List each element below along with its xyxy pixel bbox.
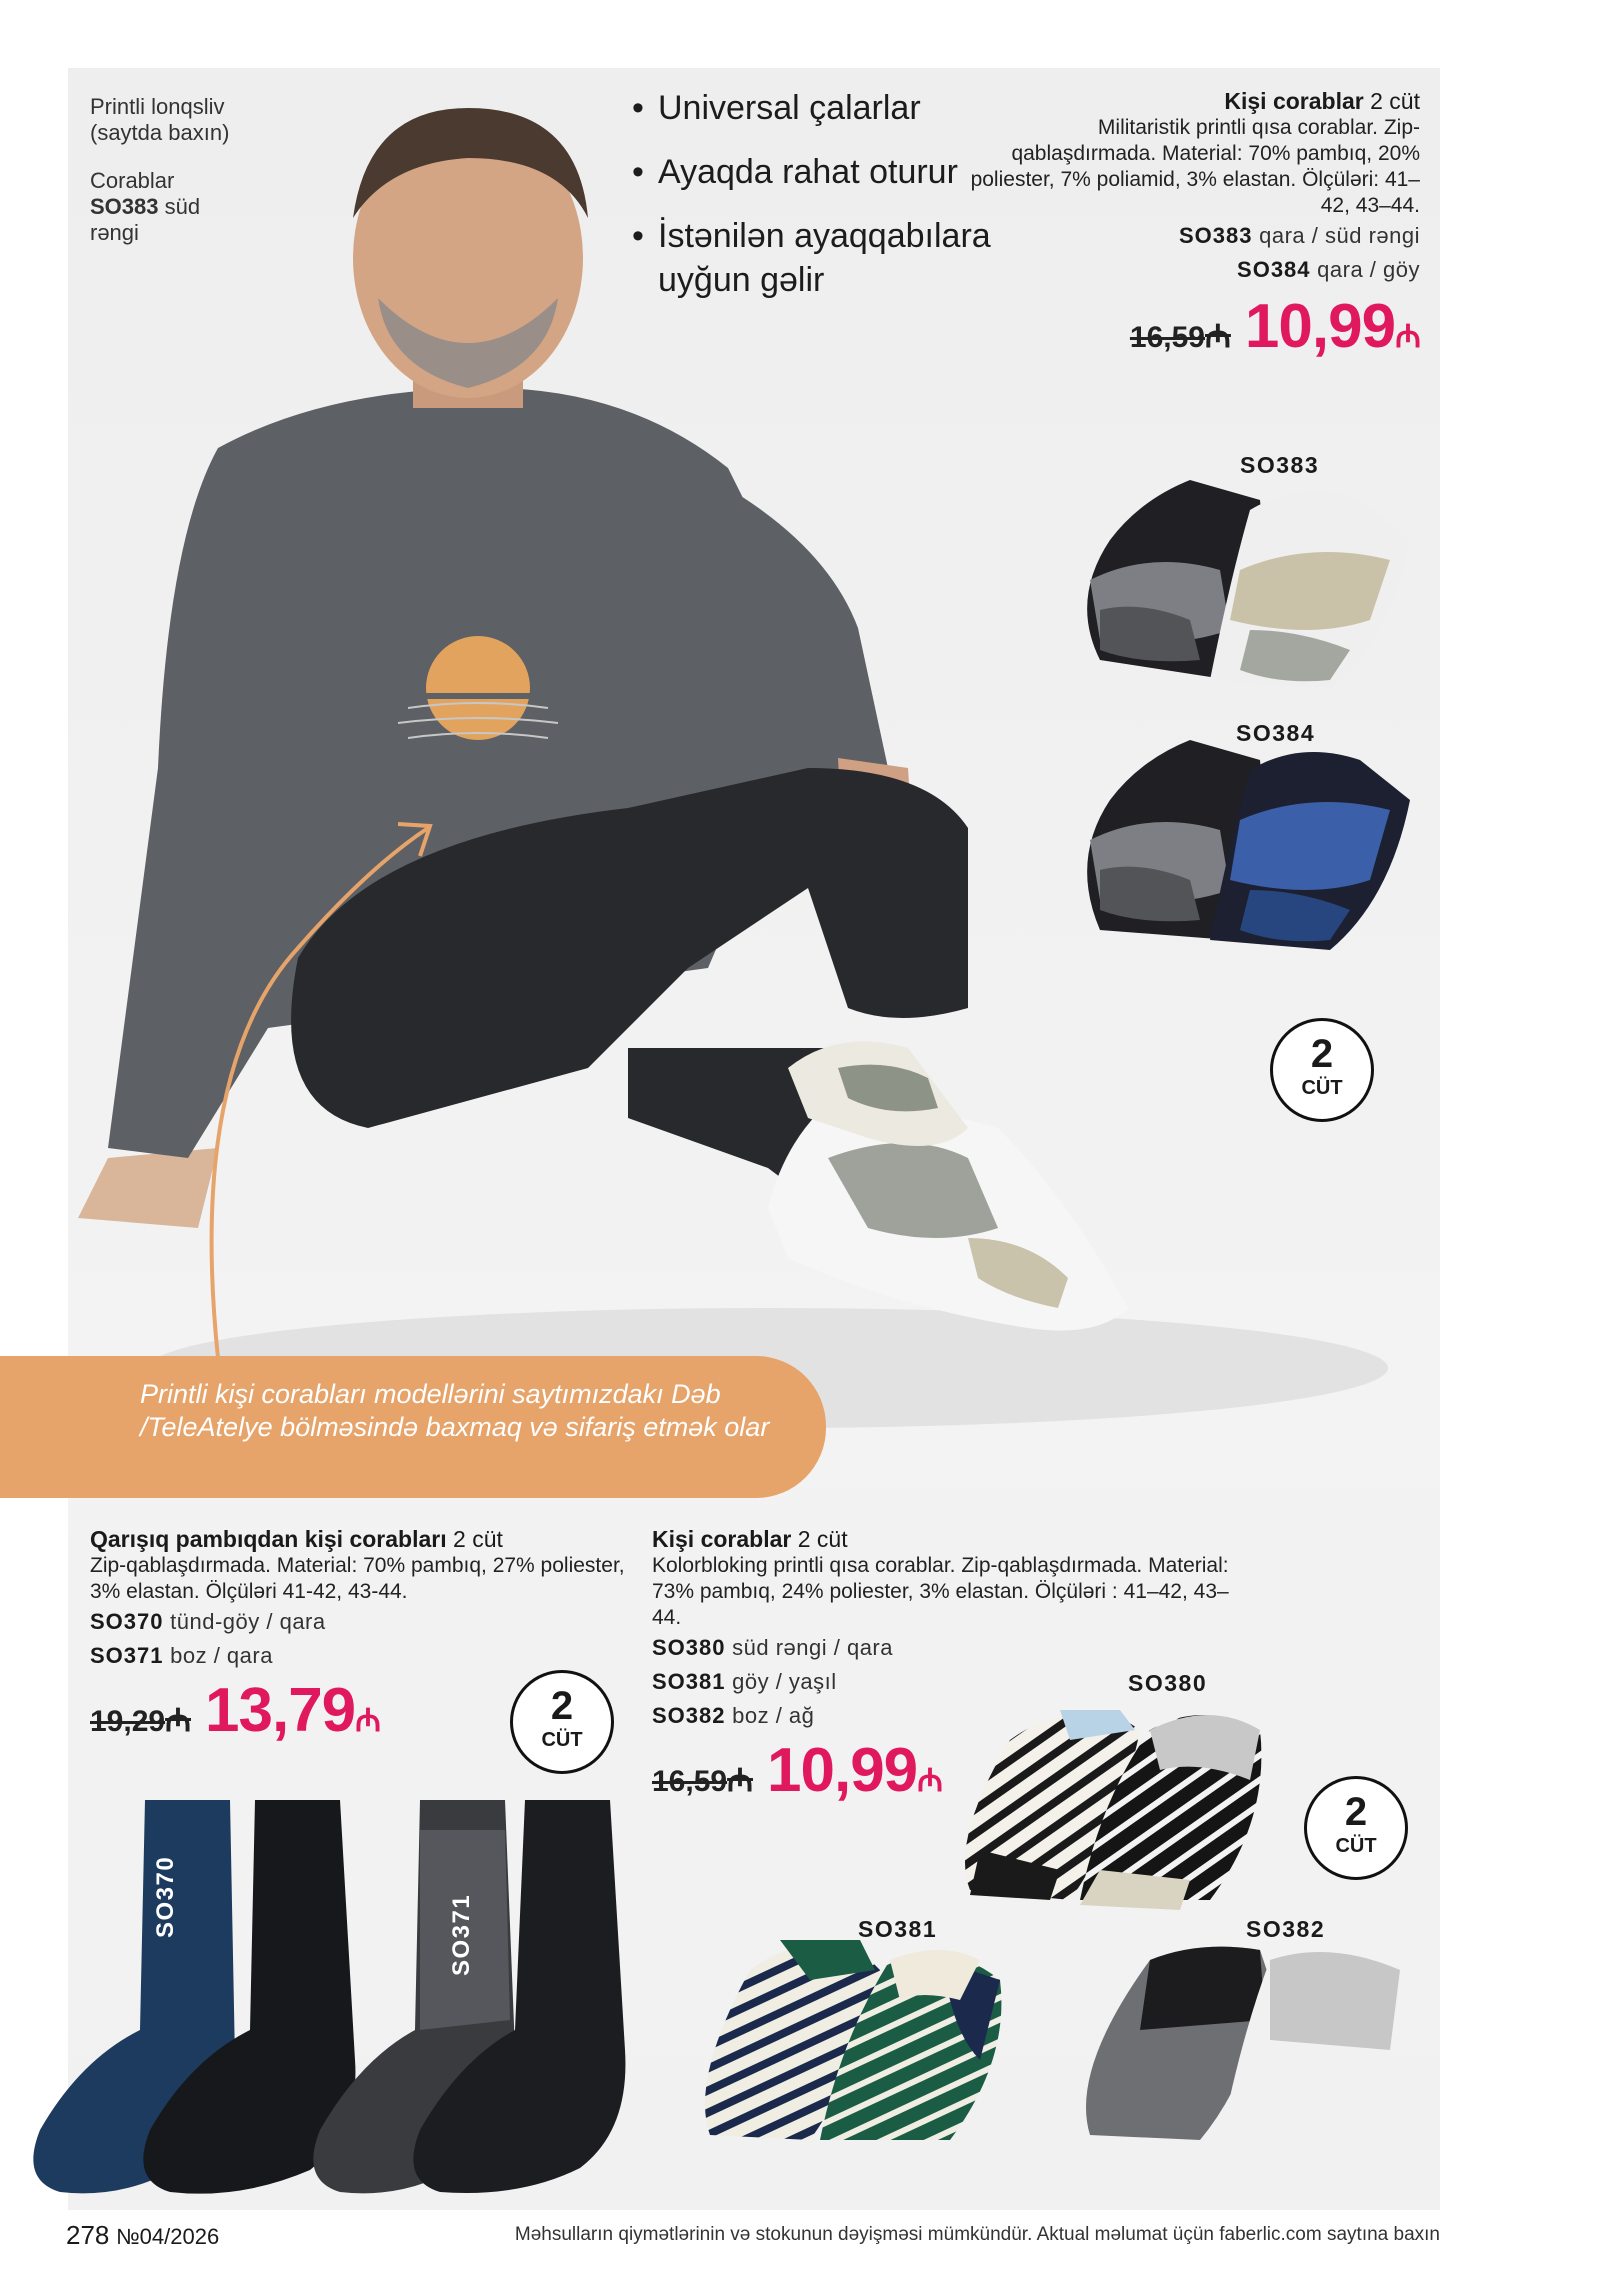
product-description: Kolorbloking printli qısa corablar. Zip-qablaşdırmada. Material: 73% pambıq, 24% poliester, 3% elastan. Ölçüləri : 41–42, 43–44. — [652, 1554, 1229, 1629]
bullet-item: • Ayaqda rahat oturur — [632, 150, 1032, 194]
two-pair-badge: 2 CÜT — [510, 1670, 614, 1774]
footer-disclaimer: Məhsulların qiymətlərinin və stokunun dəyişməsi mümkündür. Aktual məlumat üçün faberlic.com saytına baxın — [514, 2224, 1440, 2245]
sock-image-so380 — [950, 1700, 1290, 1920]
sock-image-so384 — [1070, 740, 1420, 970]
sock-label-so383: SO383 — [1240, 452, 1320, 478]
price-row — [960, 291, 1420, 362]
promo-banner-text: Printli kişi corabları modellərini saytımızdakı Dəb /TeleAtelye bölməsində baxmaq və sifariş etmək olar — [140, 1379, 770, 1442]
sock-label-so380: SO380 — [1128, 1670, 1208, 1696]
old-price: 19,29₼ — [90, 1702, 191, 1738]
product-title: Kişi corablar 2 cüt — [1224, 88, 1420, 114]
product-code-row: SO371 boz / qara — [90, 1643, 273, 1668]
socks-note: Corablar SO383 süd rəngi — [90, 168, 201, 245]
product-code-row: SO383 qara / süd rəngi — [1179, 223, 1420, 248]
product-code-row: SO384 qara / göy — [1237, 257, 1420, 282]
old-price: 16,59₼ — [652, 1762, 753, 1798]
outfit-note — [90, 94, 250, 268]
sock-label-so370: SO370 — [152, 1855, 179, 1938]
product-code-row: SO370 tünd-göy / qara — [90, 1609, 326, 1634]
sock-image-so370-so371 — [20, 1800, 660, 2200]
longsleeve-note: Printli lonqsliv (saytda baxın) — [90, 94, 230, 145]
sock-image-so382 — [1070, 1940, 1420, 2160]
product-description: Militaristik printli qısa corablar. Zip-qablaşdırmada. Material: 70% pambıq, 20% poliester, 7% poliamid, 3% elastan. Ölçüləri: 41–42, 43–44. — [970, 116, 1420, 217]
two-pair-badge: 2 CÜT — [1304, 1776, 1408, 1880]
product-block-so383-so384 — [960, 88, 1420, 362]
old-price: 16,59₼ — [1129, 318, 1231, 354]
sock-image-so383 — [1070, 480, 1420, 700]
product-title: Qarışıq pambıqdan kişi corabları 2 cüt — [90, 1526, 503, 1552]
sock-label-so371: SO371 — [448, 1893, 475, 1976]
product-description: Zip-qablaşdırmada. Material: 70% pambıq, 27% poliester, 3% elastan. Ölçüləri 41-42, 43-44. — [90, 1554, 625, 1603]
bullet-item: • Universal çalarlar — [632, 86, 1032, 130]
product-code-row: SO380 süd rəngi / qara — [652, 1635, 893, 1660]
page-number: 278 №04/2026 — [66, 2220, 220, 2250]
new-price: 10,99₼ — [1244, 292, 1420, 361]
two-pair-badge: 2 CÜT — [1270, 1018, 1374, 1122]
sock-label-so381: SO381 — [858, 1916, 938, 1942]
sock-label-so382: SO382 — [1246, 1916, 1326, 1942]
product-code-row: SO382 boz / ağ — [652, 1703, 815, 1728]
product-code-row: SO381 göy / yaşıl — [652, 1669, 837, 1694]
product-title: Kişi corablar 2 cüt — [652, 1526, 848, 1552]
sock-image-so381 — [690, 1940, 1030, 2160]
bullet-item: • İstənilən ayaqqabılara uyğun gəlir — [632, 214, 1032, 302]
promo-banner — [0, 1356, 826, 1498]
new-price: 13,79₼ — [205, 1676, 381, 1745]
new-price: 10,99₼ — [767, 1736, 943, 1805]
sock-label-so384: SO384 — [1236, 720, 1316, 746]
